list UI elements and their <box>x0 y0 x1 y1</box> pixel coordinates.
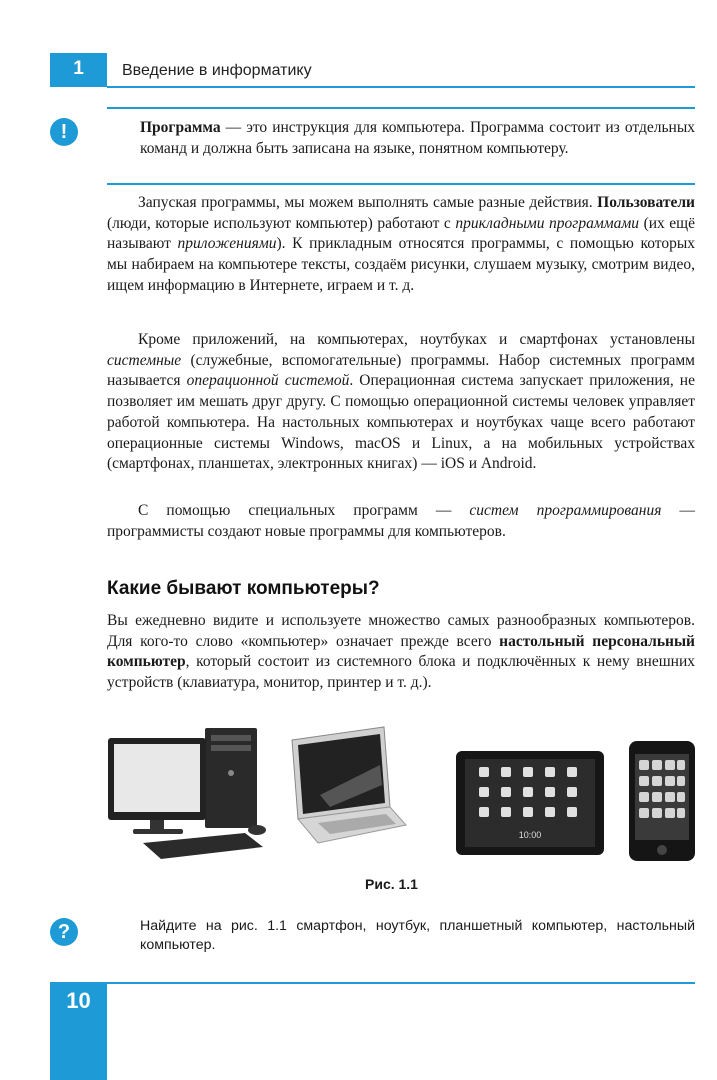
chapter-title: Введение в информатику <box>122 62 312 79</box>
term-applied-programs: прикладными программами <box>455 214 640 232</box>
tablet-image <box>455 750 605 856</box>
text-run: , который состоит из системного блока и подключённых к нему внешних устройств (клавиатура, монитор, принтер и т. д.). <box>107 653 695 692</box>
text-run: Вы ежедневно видите и используете множество самых разнообразных компьютеров. Для кого-то слово «компьютер» означает прежде всего <box>107 612 695 650</box>
text-run: (служебные, вспомогательные) программы. Набор системных программ называется <box>107 351 695 390</box>
term-operating-system: операционной системой <box>186 372 350 390</box>
text-run: (люди, которые используют компьютер) работают с <box>107 214 456 232</box>
chapter-tab <box>50 53 107 87</box>
header-rule <box>107 86 695 88</box>
term-system: системные <box>107 351 182 369</box>
text-run: — программисты создают новые программы для компьютеров. <box>107 502 696 540</box>
term-applications: приложениями <box>177 235 277 253</box>
smartphone-image <box>628 740 696 862</box>
page-number-tab <box>50 982 107 1080</box>
page-number: 10 <box>66 988 91 1013</box>
tablet-clock: 10:00 <box>518 830 542 840</box>
paragraph-applications <box>107 193 695 297</box>
section-heading: Какие бывают компьютеры? <box>107 578 380 599</box>
figure-caption: Рис. 1.1 <box>365 876 418 892</box>
text-run: ). К прикладным относятся программы, с помощью которых мы набираем на компьютере тексты, создаём рисунки, слушаем музыку, смотрим видео, ищем информацию в Интернете, играем и т. д. <box>107 235 695 294</box>
definition-text: — это инструкция для компьютера. Программа состоит из отдельных команд и должна быть записана на языке, понятном компьютеру. <box>140 119 695 157</box>
term-users: Пользователи <box>597 194 695 211</box>
footer-rule <box>107 982 695 984</box>
desktop-computer-image <box>105 725 285 870</box>
definition-block <box>140 118 695 159</box>
term-programming-systems: систем программирования <box>469 502 662 519</box>
paragraph-system-programs <box>107 330 695 475</box>
definition-bottom-rule <box>107 183 695 185</box>
term-desktop-pc: настольный персональный компьютер <box>107 632 695 671</box>
chapter-number: 1 <box>73 58 84 79</box>
definition-top-rule <box>107 107 695 109</box>
text-run: . Операционная система запускает приложения, не позволяет им мешать друг другу. С помощью операционной системы человек управляет работой компьютера. На настольных компьютерах и ноутбуках чаще всего работают операционные системы Windows, macOS и Linux, а на мобильных устройствах (смартфонах, планшетах, электронных книгах) — iOS и Android. <box>107 372 695 473</box>
question-icon: ? <box>50 918 78 946</box>
laptop-image <box>290 725 410 855</box>
question-text: Найдите на рис. 1.1 смартфон, ноутбук, планшетный компьютер, настольный компьютер. <box>140 918 695 953</box>
paragraph-computers <box>107 611 695 694</box>
text-run: Запуская программы, мы можем выполнять самые разные действия. <box>138 194 598 211</box>
definition-term: Программа <box>140 119 221 136</box>
text-run: С помощью специальных программ — <box>138 502 470 519</box>
text-run: Кроме приложений, на компьютерах, ноутбуках и смартфонах установлены <box>138 331 695 348</box>
paragraph-programming-systems <box>107 501 695 542</box>
important-icon: ! <box>50 118 78 146</box>
text-run: (их ещё называют <box>107 214 695 253</box>
